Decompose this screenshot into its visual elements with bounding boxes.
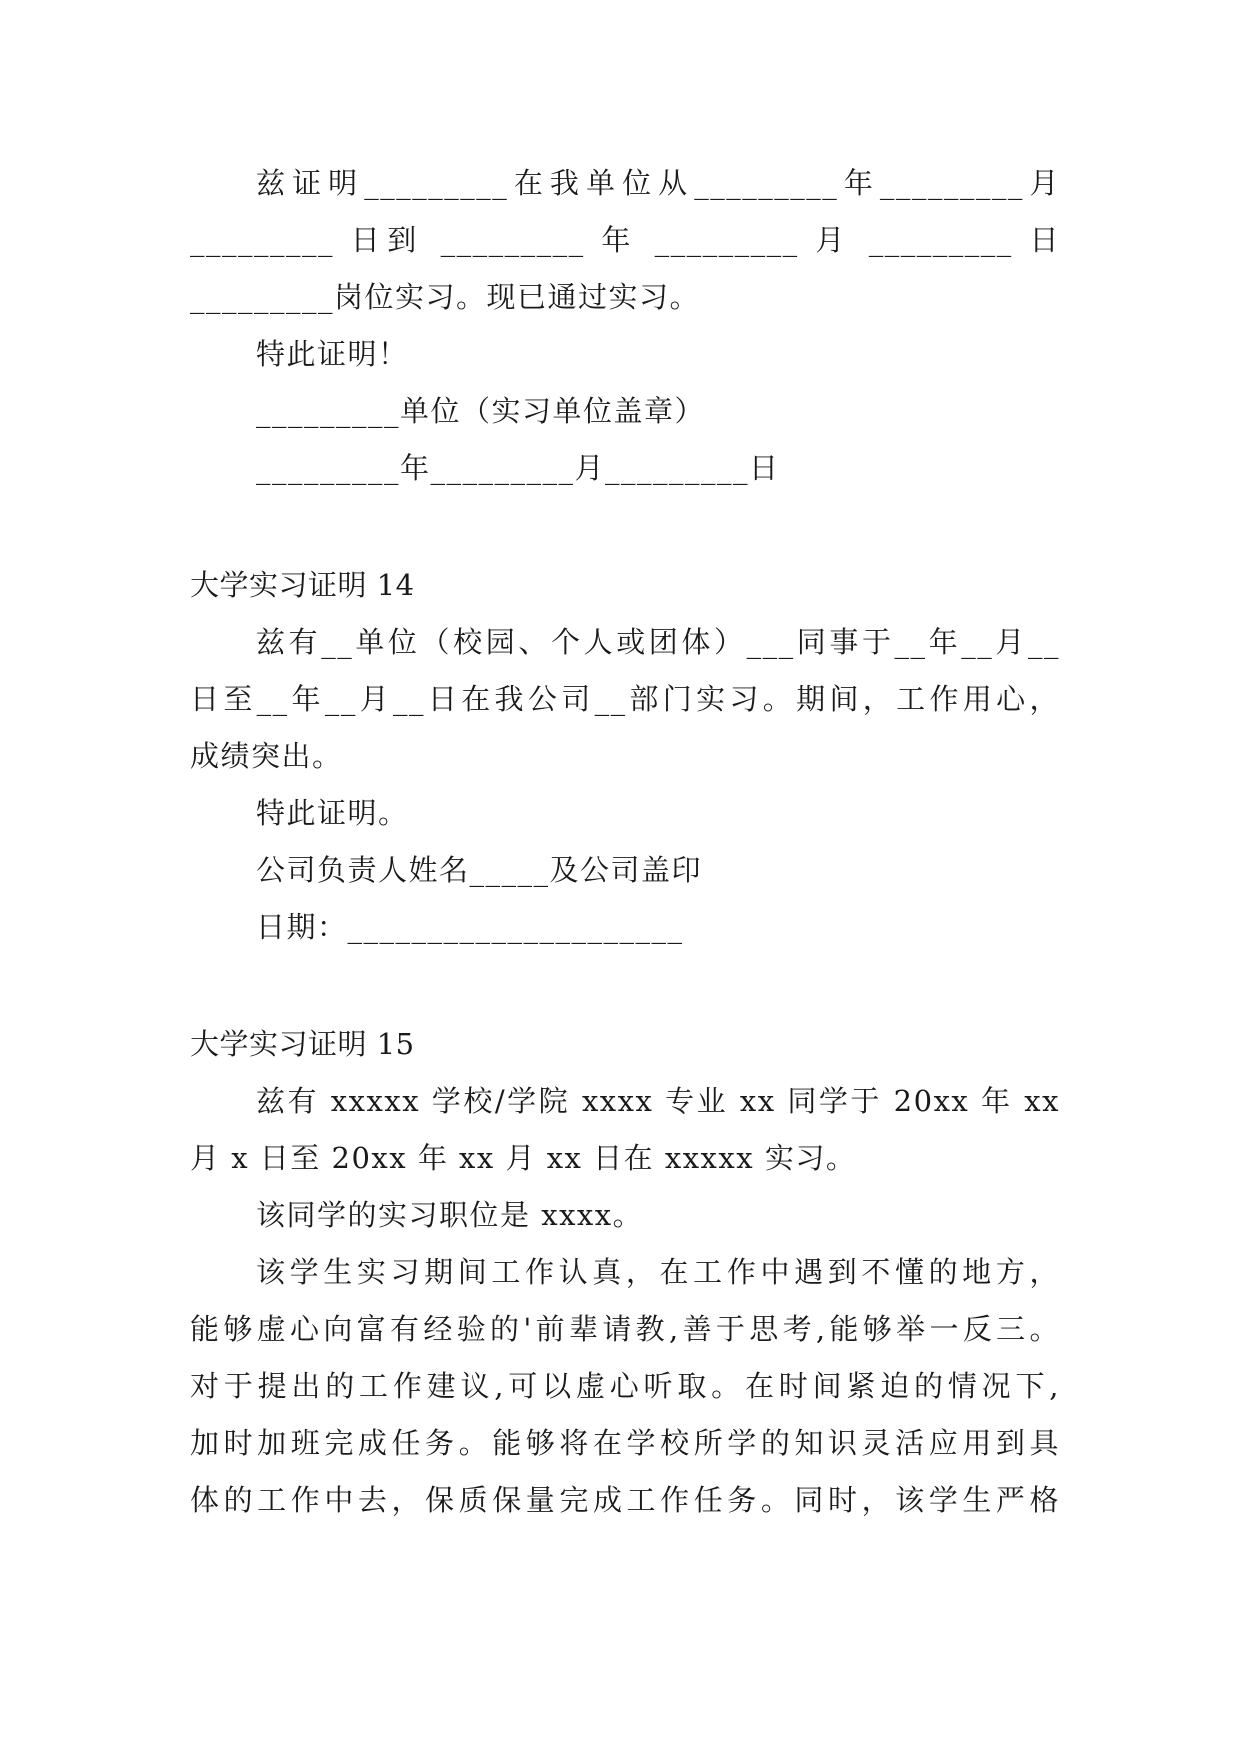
cert-line-3: _________岗位实习。现已通过实习。 xyxy=(190,280,701,314)
section-14-special: 特此证明。 xyxy=(256,796,409,830)
section-14-body-line-3: 成绩突出。 xyxy=(190,739,343,773)
section-15-eval-line-5: 体的工作中去，保质保量完成工作任务。同时，该学生严格 xyxy=(190,1483,1060,1517)
section-15-body-line-1: 兹有 xxxxx 学校/学院 xxxx 专业 xx 同学于 20xx 年 xx xyxy=(256,1084,1060,1118)
special-statement: 特此证明！ xyxy=(256,337,409,371)
section-15-position: 该同学的实习职位是 xxxx。 xyxy=(256,1198,644,1232)
cert-line-2: _________ 日到 _________ 年 _________ 月 _________ 日 xyxy=(190,223,1060,257)
section-15-eval-line-2: 能够虚心向富有经验的'前辈请教,善于思考,能够举一反三。 xyxy=(190,1312,1060,1346)
section-14-signer: 公司负责人姓名_____及公司盖印 xyxy=(256,853,703,887)
section-15-eval-line-4: 加时加班完成任务。能够将在学校所学的知识灵活应用到具 xyxy=(190,1426,1060,1460)
section-14-date: 日期：_____________________ xyxy=(256,910,684,944)
section-14-body-line-2: 日至__年__月__日在我公司__部门实习。期间，工作用心， xyxy=(190,682,1060,716)
section-15-eval-line-1: 该学生实习期间工作认真，在工作中遇到不懂的地方， xyxy=(256,1255,1060,1289)
section-14-body-line-1: 兹有__单位（校园、个人或团体）___同事于__年__月__ xyxy=(256,625,1060,659)
date-line: _________年_________月_________日 xyxy=(256,451,780,485)
section-15-body-line-2: 月 x 日至 20xx 年 xx 月 xx 日在 xxxxx 实习。 xyxy=(190,1141,857,1175)
unit-stamp-line: _________单位（实习单位盖章） xyxy=(256,394,706,428)
section-14-title: 大学实习证明 14 xyxy=(190,568,415,602)
section-15-eval-line-3: 对于提出的工作建议,可以虚心听取。在时间紧迫的情况下, xyxy=(190,1369,1060,1403)
section-15-title: 大学实习证明 15 xyxy=(190,1027,415,1061)
cert-line-1: 兹证明_________在我单位从_________年_________月 xyxy=(256,166,1060,200)
